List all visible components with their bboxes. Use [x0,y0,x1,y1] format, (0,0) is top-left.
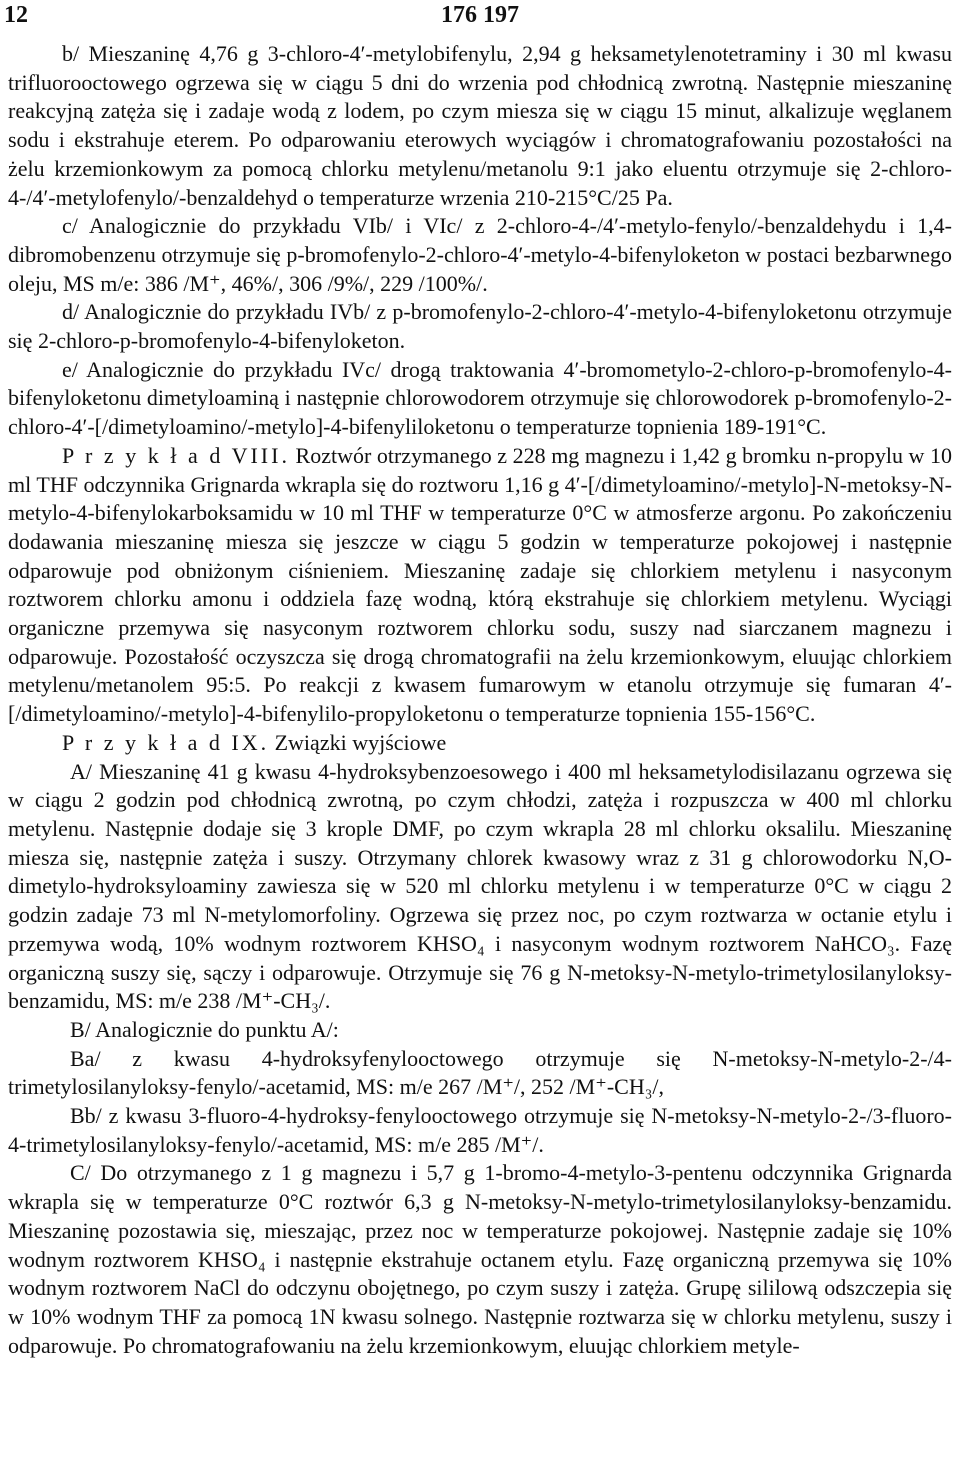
patent-number: 176 197 [441,2,519,28]
example-viii-label: P r z y k ł a d VIII. [62,442,290,468]
example-ix-heading: P r z y k ł a d IX. Związki wyjściowe [62,729,447,755]
page-number: 12 [4,2,28,28]
paragraph-e: e/ Analogicznie do przykładu IVc/ drogą traktowania 4′-bromometylo-2-chloro-p-bromofenylo-4-bifenyloketonu dimetyloaminą i następnie chlorowodorem otrzymuje się chlorowodorek p-bromofenylo-2-chloro-4′-[/dimetyloamino/-metylo]-4-bifenyliloketonu o temperaturze topnienia 189-191°C. [8,356,952,440]
paragraph-d: d/ Analogicznie do przykładu IVb/ z p-bromofenylo-2-chloro-4′-metylo-4-bifenyloketonu otrzymuje się 2-chloro-p-bromofenylo-4-bifenyloketon. [8,299,952,354]
paragraph-c: c/ Analogicznie do przykładu VIb/ i VIc/ z 2-chloro-4-/4′-metylo-fenylo/-benzaldehydu i 1,4-dibromobenzenu otrzymuje się p-bromofenylo-2-chloro-4′-metylo-4-bifenyloketon w postaci bezbarwnego oleju, MS m/e: 386 /M⁺, 46%/, 306 /9%/, 229 /100%/. [8,213,952,296]
document-body [8,40,952,1360]
paragraph-Ba: Ba/ z kwasu 4-hydroksyfenylooctowego otrzymuje się N-metoksy-N-metylo-2-/4-trimetylosilanyloksy-fenylo/-acetamid, MS: m/e 267 /M⁺/, 252 /M⁺-CH₃/, [8,1045,952,1100]
example-viii: P r z y k ł a d VIII. Roztwór otrzymanego z 228 mg magnezu i 1,42 g bromku n-propylu w 10 ml THF odczynnika Grignarda wkrapla się do roztworu 1,16 g 4′-[/dimetyloamino/-metylo]-N-metoksy-N-metylo-4-bifenylokarboksamidu w 10 ml THF w temperaturze 0°C w atmosferze argonu. Po zakończeniu dodawania mieszaninę miesza się jeszcze w ciągu 5 godzin w temperaturze pokojowej i następnie odparowuje pod obniżonym ciśnieniem. Mieszaninę zadaje się chlorkiem metylenu i nasyconym roztworem chlorku amonu i oddziela fazę wodną, którą ekstrahuje się chlorkiem metylenu. Wyciągi organiczne przemywa się nasyconym roztworem chlorku sodu, suszy nad siarczanem magnezu i odparowuje. Pozostałość oczyszcza się drogą chromatografii na żelu krzemionkowym, eluując chlorkiem metylenu/metanolem 95:5. Po reakcji z kwasem fumarowym w etanolu otrzymuje się fumaran 4′-[/dimetyloamino/-metylo]-4-bifenylilo-propyloketonu o temperaturze topnienia 155-156°C. [8,442,952,727]
page-header [4,2,956,30]
paragraph-B: B/ Analogicznie do punktu A/: [70,1016,339,1042]
example-ix-label: P r z y k ł a d IX. [62,729,270,755]
paragraph-Bb: Bb/ z kwasu 3-fluoro-4-hydroksy-fenylooctowego otrzymuje się N-metoksy-N-metylo-2-/3-fluoro-4-trimetylosilanyloksy-fenylo/-acetamid, MS: m/e 285 /M⁺/. [8,1103,952,1157]
paragraph-A: A/ Mieszaninę 41 g kwasu 4-hydroksybenzoesowego i 400 ml heksametylodisilazanu ogrzewa się w ciągu 2 godzin pod chłodnicą zwrotną, po czym chłodzi, zatęża i rozpuszcza w 400 ml chlorku metylenu. Następnie dodaje się 3 krople DMF, po czym wkrapla 28 ml chlorku oksalilu. Mieszaninę miesza się, następnie zatęża i suszy. Otrzymany chlorek kwasowy wraz z 31 g chlorowodorku N,O-dimetylo-hydroksyloaminy zawiesza się w 520 ml chlorku metylenu i w temperaturze 0°C w ciągu 2 godzin zadaje 73 ml N-metylomorfoliny. Ogrzewa się przez noc, po czym roztwarza w octanie etylu i przemywa wodą, 10% wodnym roztworem KHSO₄ i nasyconym wodnym roztworem NaHCO₃. Fazę organiczną suszy się, sączy i odparowuje. Otrzymuje się 76 g N-metoksy-N-metylo-trimetylosilanyloksy-benzamidu, MS: m/e 238 /M⁺-CH₃/. [8,758,952,1014]
paragraph-b: b/ Mieszaninę 4,76 g 3-chloro-4′-metylobifenylu, 2,94 g heksametylenotetraminy i 30 ml kwasu trifluorooctowego ogrzewa się w ciągu 5 dni do wrzenia pod chłodnicą zwrotną. Następnie mieszaninę reakcyjną zatęża się i zadaje wodą z lodem, po czym miesza się w ciągu 15 minut, alkalizuje węglanem sodu i ekstrahuje eterem. Po odparowaniu eterowych wyciągów i chromatografowaniu pozostałości na żelu krzemionkowym za pomocą chlorku metylenu/metanolu 9:1 jako eluentu otrzymuje się 2-chloro-4-/4′-metylofenylo/-benzaldehyd o temperaturze wrzenia 210-215°C/25 Pa. [8,41,952,210]
paragraph-C: C/ Do otrzymanego z 1 g magnezu i 5,7 g 1-bromo-4-metylo-3-pentenu odczynnika Grignarda wkrapla się w temperaturze 0°C roztwór 6,3 g N-metoksy-N-metylo-trimetylosilanyloksy-benzamidu. Mieszaninę pozostawia się, mieszając, przez noc w temperaturze pokojowej. Następnie zadaje się 10% wodnym roztworem KHSO₄ i następnie ekstrahuje octanem etylu. Fazę organiczną przemywa się 10% wodnym roztworem NaCl do odczynu obojętnego, po czym suszy i zatęża. Grupę sililową odszczepia się w 10% wodnym THF za pomocą 1N kwasu solnego. Następnie roztwarza się w chlorku metylenu, suszy i odparowuje. Po chromatografowaniu na żelu krzemionkowym, eluując chlorkiem metyle- [8,1160,952,1358]
